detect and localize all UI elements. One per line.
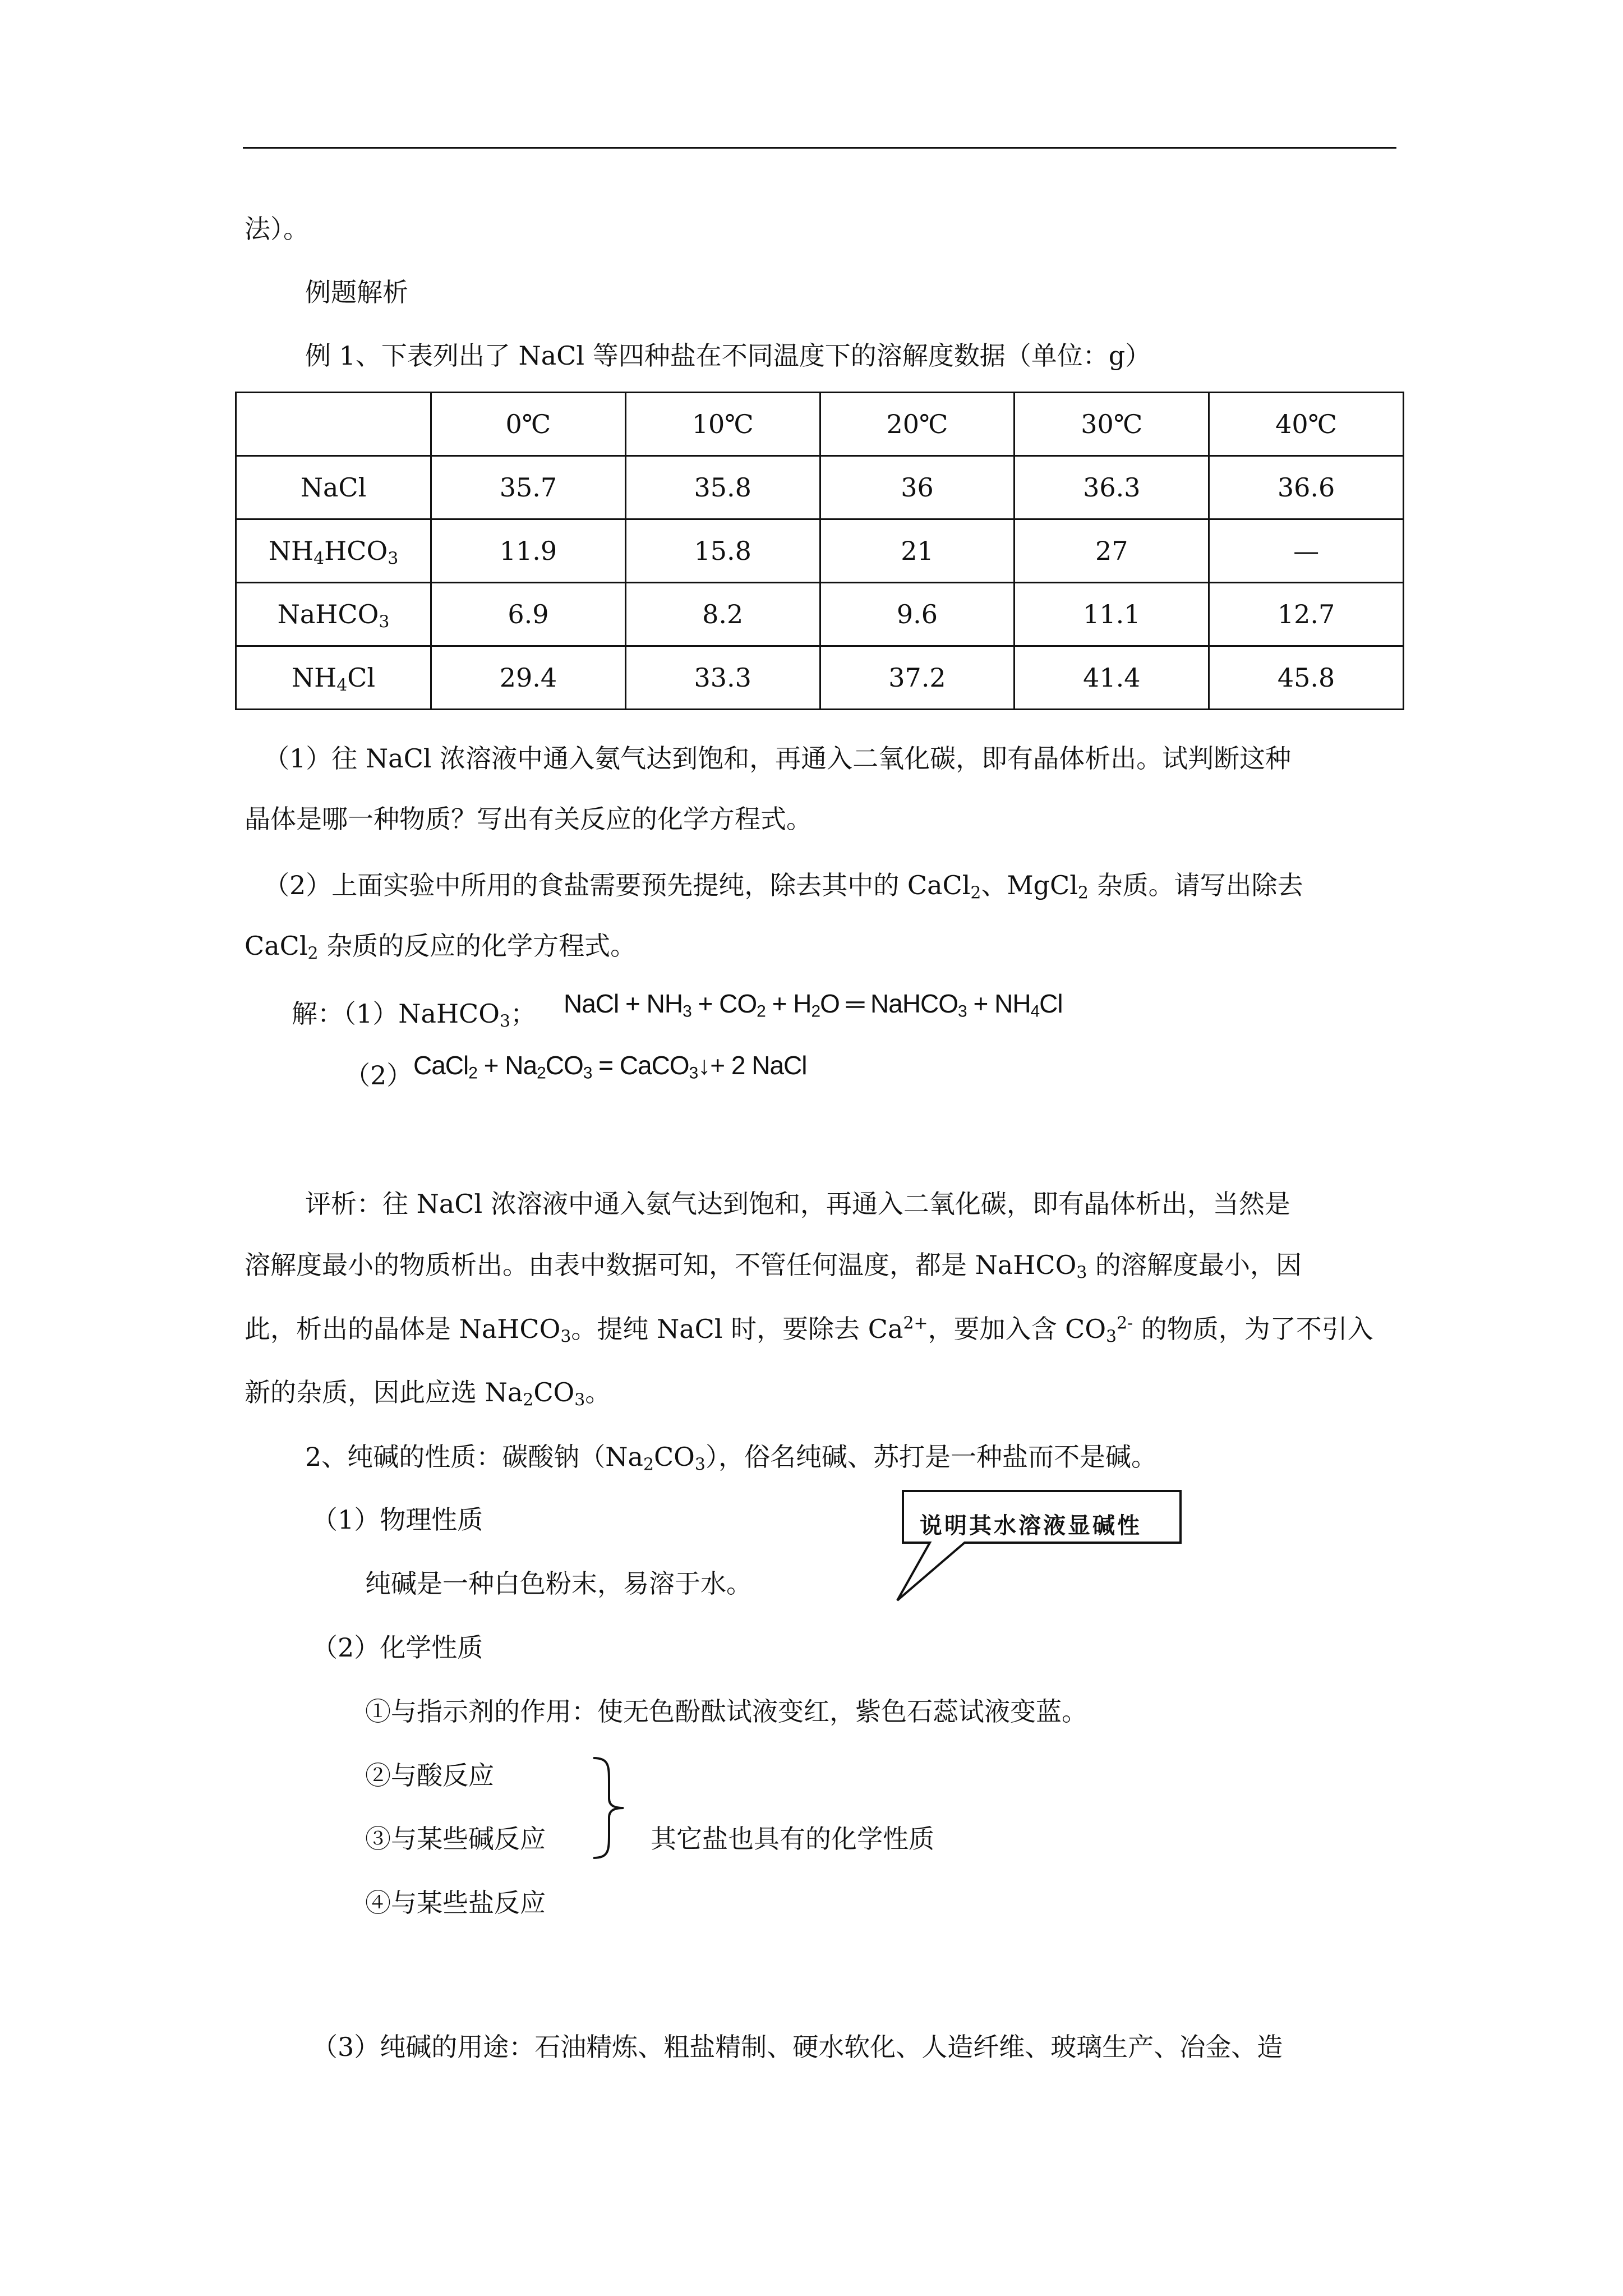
table-cell: 41.4 (1015, 646, 1209, 710)
analysis-line-1: 评析：往 NaCl 浓溶液中通入氨气达到饱和，再通入二氧化碳，即有晶体析出，当然是 (305, 1189, 1290, 1219)
analysis-line-4: 新的杂质，因此应选 $Na_2CO_3$。 (245, 1377, 611, 1410)
chemical-property-3: ③与某些碱反应 (365, 1824, 546, 1854)
analysis-line-3: 此，析出的晶体是 NaHCO$_3$。提纯 NaCl 时，要除去 $Ca^{2+}$，要加入含 $CO_3^{2-}$ 的物质，为了不引入 (245, 1313, 1373, 1347)
callout-text: 说明其水溶液显碱性 (920, 1513, 1142, 1539)
question-2-line-1: （2）上面实验中所用的食盐需要预先提纯，除去其中的 CaCl$_2$、MgCl$_2$ 杂质。请写出除去 (264, 870, 1303, 903)
table-cell: 6.9 (431, 583, 626, 646)
solution-2-label: （2） (344, 1060, 413, 1091)
analysis-line-2: 溶解度最小的物质析出。由表中数据可知，不管任何温度，都是 NaHCO$_3$ 的溶解度最小，因 (245, 1250, 1302, 1283)
table-header-cell: 30℃ (1015, 393, 1209, 456)
table-header-cell: 0℃ (431, 393, 626, 456)
salt-name-cell: NaHCO$_3$ (236, 583, 431, 646)
chemical-property-4: ④与某些盐反应 (365, 1888, 546, 1918)
right-brace-icon (589, 1755, 628, 1861)
solubility-table (235, 392, 1404, 710)
table-cell: 9.6 (820, 583, 1015, 646)
physical-properties-text: 纯碱是一种白色粉末，易溶于水。 (365, 1568, 752, 1599)
salt-name-cell: $NH_4HCO_3$ (236, 519, 431, 583)
table-cell: 29.4 (431, 646, 626, 710)
table-cell: 11.1 (1015, 583, 1209, 646)
table-cell: 36.3 (1015, 456, 1209, 519)
table-header-cell: 40℃ (1209, 393, 1404, 456)
table-header-cell (236, 393, 431, 456)
question-2-line-2: CaCl$_2$ 杂质的反应的化学方程式。 (245, 931, 637, 964)
table-cell: 36 (820, 456, 1015, 519)
example-intro: 例 1、下表列出了 NaCl 等四种盐在不同温度下的溶解度数据（单位：g） (305, 341, 1151, 371)
table-row (236, 519, 1404, 583)
table-header-cell: 10℃ (625, 393, 820, 456)
table-cell: 36.6 (1209, 456, 1404, 519)
table-cell: 27 (1015, 519, 1209, 583)
table-cell: 35.8 (625, 456, 820, 519)
question-1-line-1: （1）往 NaCl 浓溶液中通入氨气达到饱和，再通入二氧化碳，即有晶体析出。试判断这种 (264, 743, 1292, 774)
salt-name-cell: NaCl (236, 456, 431, 519)
salt-name-cell: $NH_4Cl$ (236, 646, 431, 710)
equation-1: NaCl + $NH_3 + CO_2 + H_2O$ ═ NaHCO$_3$ + $NH_4Cl$ (564, 989, 1063, 1021)
table-row (236, 456, 1404, 519)
table-row (236, 646, 1404, 710)
table-header-row (236, 393, 1404, 456)
chemical-properties-title: （2）化学性质 (312, 1632, 483, 1663)
table-cell: 12.7 (1209, 583, 1404, 646)
table-header-cell: 20℃ (820, 393, 1015, 456)
table-cell: 35.7 (431, 456, 626, 519)
physical-properties-title: （1）物理性质 (312, 1504, 483, 1535)
table-cell: 37.2 (820, 646, 1015, 710)
table-cell: 8.2 (625, 583, 820, 646)
chemical-property-1: ①与指示剂的作用：使无色酚酞试液变红，紫色石蕊试液变蓝。 (365, 1696, 1087, 1727)
callout-bubble (892, 1485, 1189, 1603)
solution-label: 解：（1）NaHCO$_3$； (292, 999, 536, 1032)
equation-2: CaCl$_2$ + $Na_2CO_3$ = CaCO$_3$↓+ 2 NaCl (413, 1051, 807, 1083)
table-cell: — (1209, 519, 1404, 583)
table-cell: 11.9 (431, 519, 626, 583)
continued-text: 法）。 (245, 214, 309, 244)
brace-note: 其它盐也具有的化学性质 (651, 1824, 934, 1854)
section-title: 例题解析 (305, 277, 408, 307)
chemical-property-2: ②与酸反应 (365, 1760, 494, 1791)
question-1-line-2: 晶体是哪一种物质？写出有关反应的化学方程式。 (245, 804, 812, 834)
table-row (236, 583, 1404, 646)
uses-line: （3）纯碱的用途：石油精炼、粗盐精制、硬水软化、人造纤维、玻璃生产、冶金、造 (312, 2032, 1283, 2062)
header-rule (243, 147, 1396, 149)
table-cell: 33.3 (625, 646, 820, 710)
item-2-title: 2、纯碱的性质：碳酸钠$(Na_2CO_3)$，俗名纯碱、苏打是一种盐而不是碱。 (305, 1442, 1157, 1475)
table-cell: 45.8 (1209, 646, 1404, 710)
table-cell: 15.8 (625, 519, 820, 583)
table-cell: 21 (820, 519, 1015, 583)
